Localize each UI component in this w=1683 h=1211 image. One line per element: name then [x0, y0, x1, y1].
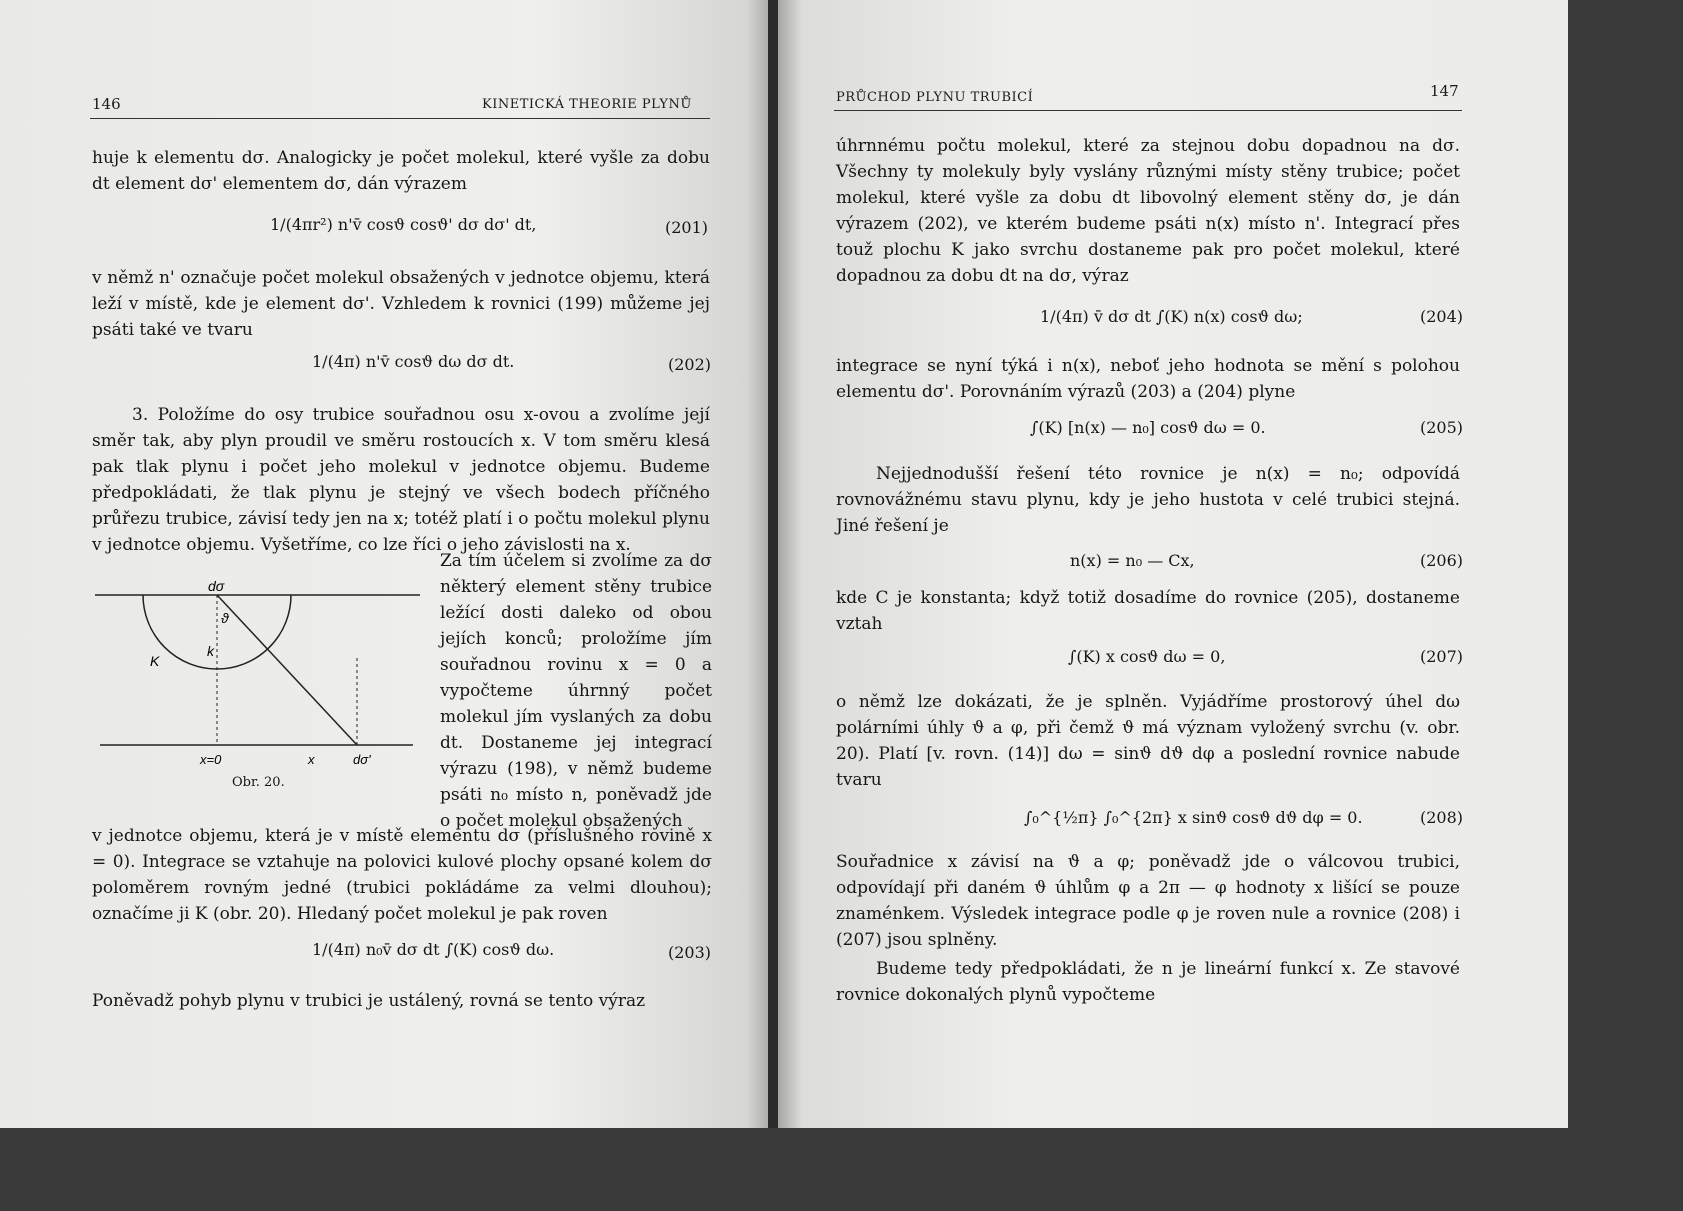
equation-205: ∫(K) [n(x) — n₀] cosϑ dω = 0.	[1030, 418, 1266, 437]
paragraph: 3. Položíme do osy trubice souřadnou osu x-ovou a zvolíme její směr tak, aby plyn proudil ve směru rostoucích x. V tom směru klesá pak tlak plynu i počet jeho molekul v jednotce objemu. Budeme předpokládati, že tlak plynu je stejný ve všech bodech příčného průřezu trubice, závisí tedy jen na x; totéž platí i o počtu molekul plynu v jednotce objemu. Vyšetříme, co lze říci o jeho závislosti na x.	[92, 405, 710, 555]
equation-number: (207)	[1420, 647, 1464, 666]
label-K: K	[150, 653, 160, 669]
right-page	[778, 0, 1568, 1128]
paragraph: Poněvadž pohyb plynu v trubici je ustálený, rovná se tento výraz	[92, 991, 646, 1011]
equation-number: (202)	[668, 355, 712, 374]
paragraph: huje k elementu dσ. Analogicky je počet molekul, které vyšle za dobu dt element dσ' elementem dσ, dán výrazem	[92, 148, 710, 194]
equation-number: (204)	[1420, 307, 1464, 326]
equation-number: (208)	[1420, 808, 1464, 827]
paragraph: Budeme tedy předpokládati, že n je lineární funkcí x. Ze stavové rovnice dokonalých plynů vypočteme	[836, 959, 1460, 1005]
equation-203: 1/(4π) n₀v̄ dσ dt ∫(K) cosϑ dω.	[312, 940, 555, 959]
paragraph: kde C je konstanta; když totiž dosadíme do rovnice (205), dostaneme vztah	[836, 588, 1460, 634]
label-theta: ϑ	[221, 610, 229, 626]
header-rule	[834, 110, 1462, 111]
page-number: 147	[1430, 82, 1459, 100]
equation-201: 1/(4πr²) n'v̄ cosϑ cosϑ' dσ dσ' dt,	[270, 215, 537, 234]
equation-202: 1/(4π) n'v̄ cosϑ dω dσ dt.	[312, 352, 515, 371]
running-head: PRŮCHOD PLYNU TRUBICÍ	[836, 90, 1034, 105]
equation-number: (203)	[668, 943, 712, 962]
figure-20	[95, 578, 430, 773]
equation-number: (205)	[1420, 418, 1464, 437]
equation-number: (206)	[1420, 551, 1464, 570]
paragraph: v jednotce objemu, která je v místě elementu dσ (příslušného rovině x = 0). Integrace se vztahuje na polovici kulové plochy opsané kolem dσ poloměrem rovným jedné (trubici pokládáme za velmi dlouhou); označíme ji K (obr. 20). Hledaný počet molekul je pak roven	[92, 826, 712, 924]
paragraph: o němž lze dokázati, že je splněn. Vyjádříme prostorový úhel dω polárními úhly ϑ a φ, při čemž ϑ má význam vyložený svrchu (v. obr. 20). Platí [v. rovn. (14)] dω = sinϑ dϑ dφ a poslední rovnice nabude tvaru	[836, 692, 1460, 790]
paragraph-beside-figure: Za tím účelem si zvolíme za dσ některý element stěny trubice ležící dosti daleko od obou jejích konců; proložíme jím souřadnou rovinu x = 0 a vypočteme úhrnný počet molekul jím vyslaných za dobu dt. Dostaneme jej integrací výrazu (198), v němž budeme psáti n₀ místo n, poněvadž jde o počet molekul obsažených	[440, 551, 712, 831]
header-rule	[90, 118, 710, 119]
left-page	[0, 0, 770, 1128]
label-x: x	[308, 752, 315, 767]
equation-number: (201)	[665, 218, 709, 237]
running-head: KINETICKÁ THEORIE PLYNŮ	[482, 97, 692, 112]
paragraph: úhrnnému počtu molekul, které za stejnou dobu dopadnou na dσ. Všechny ty molekuly byly vyslány různými místy stěny trubice; počet molekul, které vyšle za dobu dt libovolný element stěny dσ, je dán výrazem (202), ve kterém budeme psáti n(x) místo n'. Integrací přes touž plochu K jako svrchu dostaneme pak pro počet molekul, které dopadnou za dobu dt na dσ, výraz	[836, 136, 1460, 286]
paragraph: v němž n' označuje počet molekul obsažených v jednotce objemu, která leží v místě, kde je element dσ'. Vzhledem k rovnici (199) můžeme jej psáti také ve tvaru	[92, 268, 710, 340]
label-x0: x=0	[200, 752, 222, 767]
label-dsigma: dσ	[208, 578, 225, 594]
equation-206: n(x) = n₀ — Cx,	[1070, 551, 1195, 570]
paragraph: Nejjednodušší řešení této rovnice je n(x) = n₀; odpovídá rovnovážnému stavu plynu, kdy je jeho hustota v celé trubici stejná. Jiné řešení je	[836, 464, 1460, 536]
equation-208: ∫₀^{½π} ∫₀^{2π} x sinϑ cosϑ dϑ dφ = 0.	[1024, 808, 1363, 827]
label-k: k	[207, 643, 214, 659]
page-number: 146	[92, 95, 121, 113]
paragraph: integrace se nyní týká i n(x), neboť jeho hodnota se mění s polohou elementu dσ'. Porovnáním výrazů (203) a (204) plyne	[836, 356, 1460, 402]
paragraph: Souřadnice x závisí na ϑ a φ; poněvadž jde o válcovou trubici, odpovídají při daném ϑ úhlům φ a 2π — φ hodnoty x lišící se pouze znaménkem. Výsledek integrace podle φ je roven nule a rovnice (208) i (207) jsou splněny.	[836, 852, 1460, 950]
label-dsigma-prime: dσ'	[353, 752, 371, 767]
equation-207: ∫(K) x cosϑ dω = 0,	[1068, 647, 1226, 666]
figure-caption: Obr. 20.	[232, 775, 285, 790]
equation-204: 1/(4π) v̄ dσ dt ∫(K) n(x) cosϑ dω;	[1040, 307, 1303, 326]
